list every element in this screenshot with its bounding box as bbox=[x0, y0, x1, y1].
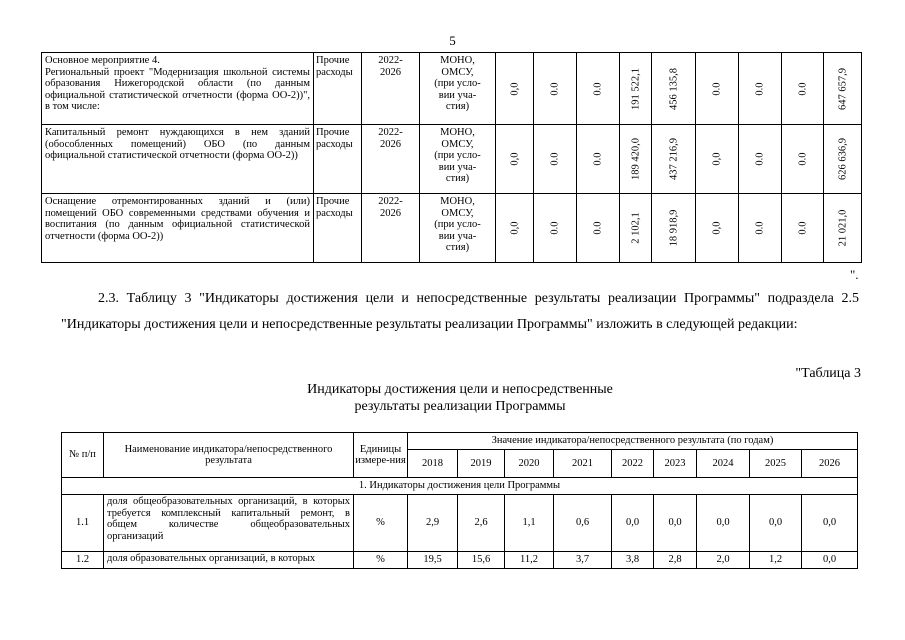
header-year: 2019 bbox=[458, 450, 505, 478]
closing-quote: ". bbox=[850, 267, 859, 282]
indicator-value: 2,0 bbox=[697, 552, 750, 569]
expense-value-cell bbox=[534, 125, 577, 194]
expense-source: Прочие расходы bbox=[314, 125, 362, 194]
header-year: 2024 bbox=[697, 450, 750, 478]
expense-value: 437 216,9 bbox=[667, 138, 679, 180]
indicator-value: 2,6 bbox=[458, 495, 505, 552]
table-title-line-2: результаты реализации Программы bbox=[354, 399, 566, 414]
indicator-name: доля общеобразовательных организаций, в которых требуется комплексный капитальный ремонт, в общем количестве общеобразовательных организаций bbox=[104, 495, 354, 552]
indicator-value: 0,6 bbox=[554, 495, 612, 552]
indicator-name: доля образовательных организаций, в которых bbox=[104, 552, 354, 569]
header-year: 2020 bbox=[505, 450, 554, 478]
header-values-group: Значение индикатора/непосредственного результата (по годам) bbox=[408, 433, 858, 450]
expense-value: 0.0 bbox=[796, 152, 808, 166]
header-num: № п/п bbox=[62, 433, 104, 478]
indicator-value: 11,2 bbox=[505, 552, 554, 569]
expense-value-cell bbox=[824, 194, 862, 263]
expenses-table bbox=[41, 52, 862, 263]
expense-value-cell bbox=[620, 194, 652, 263]
expense-value-cell bbox=[496, 194, 534, 263]
indicator-value: 19,5 bbox=[408, 552, 458, 569]
header-unit: Единицы измере-ния bbox=[354, 433, 408, 478]
expense-row bbox=[42, 125, 862, 194]
expense-value-cell bbox=[739, 53, 782, 125]
expense-value: 0.0 bbox=[796, 81, 808, 96]
indicator-value: 0,0 bbox=[697, 495, 750, 552]
expense-years: 2022- 2026 bbox=[362, 53, 420, 125]
indicator-row bbox=[62, 552, 858, 569]
indicator-value: 0,0 bbox=[802, 552, 858, 569]
expense-description: Оснащение отремонтированных зданий и (или) помещений ОБО современными средствами обучения и воспитания (по данным официальной статистической отчетности (форма ОО-2)) bbox=[42, 194, 314, 263]
page-number: 5 bbox=[449, 33, 456, 48]
expense-value-cell bbox=[824, 125, 862, 194]
expense-value: 0,0 bbox=[508, 152, 520, 166]
header-year: 2021 bbox=[554, 450, 612, 478]
expense-value: 21 021,0 bbox=[836, 209, 848, 247]
expense-value-cell bbox=[577, 194, 620, 263]
indicator-number: 1.1 bbox=[62, 495, 104, 552]
expense-value-cell bbox=[824, 53, 862, 125]
amendment-paragraph bbox=[61, 286, 859, 338]
indicator-value: 15,6 bbox=[458, 552, 505, 569]
expense-row bbox=[42, 194, 862, 263]
indicator-unit: % bbox=[354, 495, 408, 552]
indicator-number: 1.2 bbox=[62, 552, 104, 569]
expense-row bbox=[42, 53, 862, 125]
indicator-unit: % bbox=[354, 552, 408, 569]
paragraph-text: 2.3. Таблицу 3 "Индикаторы достижения цели и непосредственные результаты реализации Программы" подраздела 2.5 "Индикаторы достижения цели и непосредственные результаты реализации Программы" изложить в следующей редакции: bbox=[61, 291, 859, 332]
expense-value: 189 420,0 bbox=[629, 138, 641, 180]
expense-value: 0.0 bbox=[754, 152, 766, 166]
expense-value-cell bbox=[534, 53, 577, 125]
indicator-value: 2,9 bbox=[408, 495, 458, 552]
expense-value: 0,0 bbox=[508, 221, 520, 235]
expense-value-cell bbox=[652, 125, 696, 194]
indicator-value: 0,0 bbox=[750, 495, 802, 552]
expense-value-cell bbox=[696, 53, 739, 125]
expense-value-cell bbox=[496, 53, 534, 125]
expense-years: 2022- 2026 bbox=[362, 194, 420, 263]
indicator-value: 0,0 bbox=[612, 495, 654, 552]
indicator-row bbox=[62, 495, 858, 552]
header-year: 2026 bbox=[802, 450, 858, 478]
expense-value: 0.0 bbox=[711, 81, 723, 96]
indicator-value: 3,8 bbox=[612, 552, 654, 569]
expense-value: 0.0 bbox=[592, 152, 604, 166]
header-year: 2023 bbox=[654, 450, 697, 478]
header-year: 2022 bbox=[612, 450, 654, 478]
expense-value-cell bbox=[496, 125, 534, 194]
expense-value: 0,0 bbox=[711, 221, 723, 235]
section-row bbox=[62, 478, 858, 495]
expense-value: 647 657,9 bbox=[836, 67, 848, 110]
expense-value: 0.0 bbox=[549, 81, 561, 96]
expense-value-cell bbox=[620, 125, 652, 194]
indicator-value: 3,7 bbox=[554, 552, 612, 569]
expense-value-cell bbox=[620, 53, 652, 125]
expense-value-cell bbox=[696, 125, 739, 194]
expense-value: 0,0 bbox=[711, 152, 723, 166]
table-title-line-1: Индикаторы достижения цели и непосредственные bbox=[307, 382, 613, 397]
expense-value-cell bbox=[739, 125, 782, 194]
expense-source: Прочие расходы bbox=[314, 53, 362, 125]
expense-value: 191 522,1 bbox=[629, 67, 641, 110]
header-name: Наименование индикатора/непосредственного результата bbox=[104, 433, 354, 478]
expense-value: 0.0 bbox=[754, 221, 766, 235]
expense-value-cell bbox=[782, 125, 824, 194]
expense-years: 2022- 2026 bbox=[362, 125, 420, 194]
expense-value: 0.0 bbox=[796, 221, 808, 235]
indicator-value: 0,0 bbox=[802, 495, 858, 552]
expense-value: 18 918,9 bbox=[667, 209, 679, 247]
expense-source: Прочие расходы bbox=[314, 194, 362, 263]
indicator-value: 1,1 bbox=[505, 495, 554, 552]
expense-value-cell bbox=[739, 194, 782, 263]
expense-value-cell bbox=[652, 194, 696, 263]
expense-value-cell bbox=[534, 194, 577, 263]
expense-value: 0.0 bbox=[549, 221, 561, 235]
expense-value: 2 102,1 bbox=[629, 212, 641, 244]
section-title: 1. Индикаторы достижения цели Программы bbox=[62, 478, 858, 495]
table-title bbox=[150, 381, 770, 415]
expense-value-cell bbox=[696, 194, 739, 263]
expense-value-cell bbox=[782, 194, 824, 263]
expense-value: 626 636,9 bbox=[836, 138, 848, 180]
expense-value: 0.0 bbox=[549, 152, 561, 166]
expense-executor: МОНО, ОМСУ, (при усло- вии уча- стия) bbox=[420, 125, 496, 194]
indicator-value: 1,2 bbox=[750, 552, 802, 569]
expense-executor: МОНО, ОМСУ, (при усло- вии уча- стия) bbox=[420, 53, 496, 125]
table-label: "Таблица 3 bbox=[795, 366, 861, 381]
expense-description: Капитальный ремонт нуждающихся в нем зданий (обособленных помещений) ОБО (по данным официальной статистической отчетности (форма ОО-2)) bbox=[42, 125, 314, 194]
expense-value: 0.0 bbox=[592, 81, 604, 96]
indicators-table bbox=[61, 432, 858, 569]
expense-value-cell bbox=[577, 53, 620, 125]
expense-value: 456 135,8 bbox=[667, 67, 679, 110]
expense-executor: МОНО, ОМСУ, (при усло- вии уча- стия) bbox=[420, 194, 496, 263]
expense-value-cell bbox=[782, 53, 824, 125]
expense-value: 0,0 bbox=[508, 81, 520, 96]
expense-value-cell bbox=[652, 53, 696, 125]
expense-value: 0.0 bbox=[754, 81, 766, 96]
expense-value-cell bbox=[577, 125, 620, 194]
expense-value: 0.0 bbox=[592, 221, 604, 235]
indicator-value: 2,8 bbox=[654, 552, 697, 569]
header-year: 2025 bbox=[750, 450, 802, 478]
expense-description: Основное мероприятие 4. Региональный проект "Модернизация школьной системы образования Нижегородской области (по данным официальной статистической отчетности (форма ОО-2))", в том числе: bbox=[42, 53, 314, 125]
indicator-value: 0,0 bbox=[654, 495, 697, 552]
header-year: 2018 bbox=[408, 450, 458, 478]
